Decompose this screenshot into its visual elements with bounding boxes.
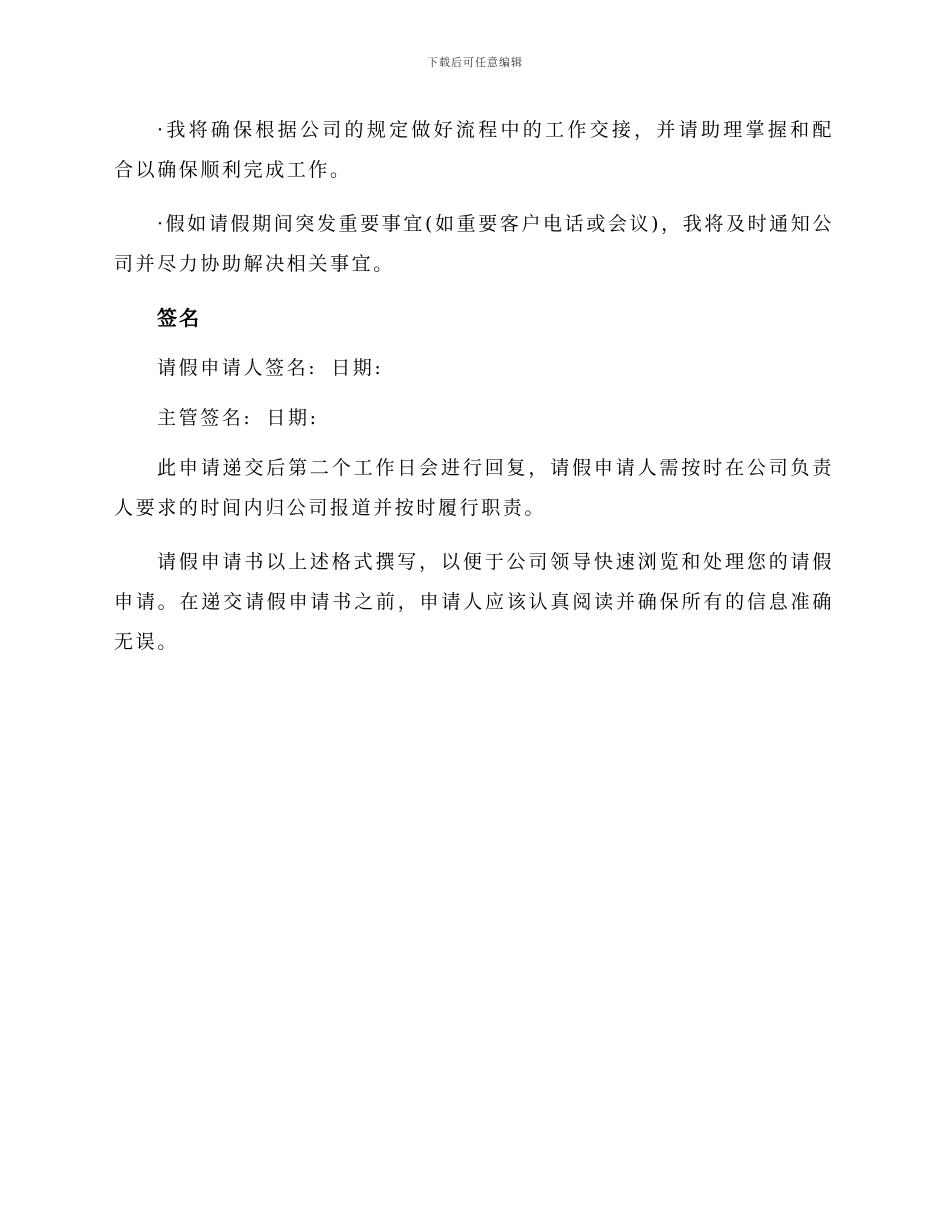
supervisor-signature-line: [114, 398, 834, 438]
header-note: 下载后可任意编辑: [427, 56, 523, 69]
paragraph-format: 请假申请书以上述格式撰写，以便于公司领导快速浏览和处理您的请假申请。在递交请假申请书之前，申请人应该认真阅读并确保所有的信息准确无误。: [114, 551, 834, 653]
applicant-signature-line: [114, 348, 834, 388]
paragraph-reply: 此申请递交后第二个工作日会进行回复，请假申请人需按时在公司负责人要求的时间内归公司报道并按时履行职责。: [114, 457, 834, 519]
bullet-emergency: ·假如请假期间突发重要事宜(如重要客户电话或会议)，我将及时通知公司并尽力协助解决相关事宜。: [114, 213, 834, 275]
signature-heading: 签名: [157, 306, 201, 330]
document-body: [114, 110, 834, 676]
applicant-sign-label: 请假申请人签名:: [157, 357, 318, 379]
supervisor-date-label: 日期:: [266, 407, 319, 429]
bullet-handover: ·我将确保根据公司的规定做好流程中的工作交接，并请助理掌握和配合以确保顺利完成工作。: [114, 119, 834, 181]
supervisor-sign-label: 主管签名:: [157, 407, 253, 429]
applicant-date-label: 日期:: [331, 357, 384, 379]
